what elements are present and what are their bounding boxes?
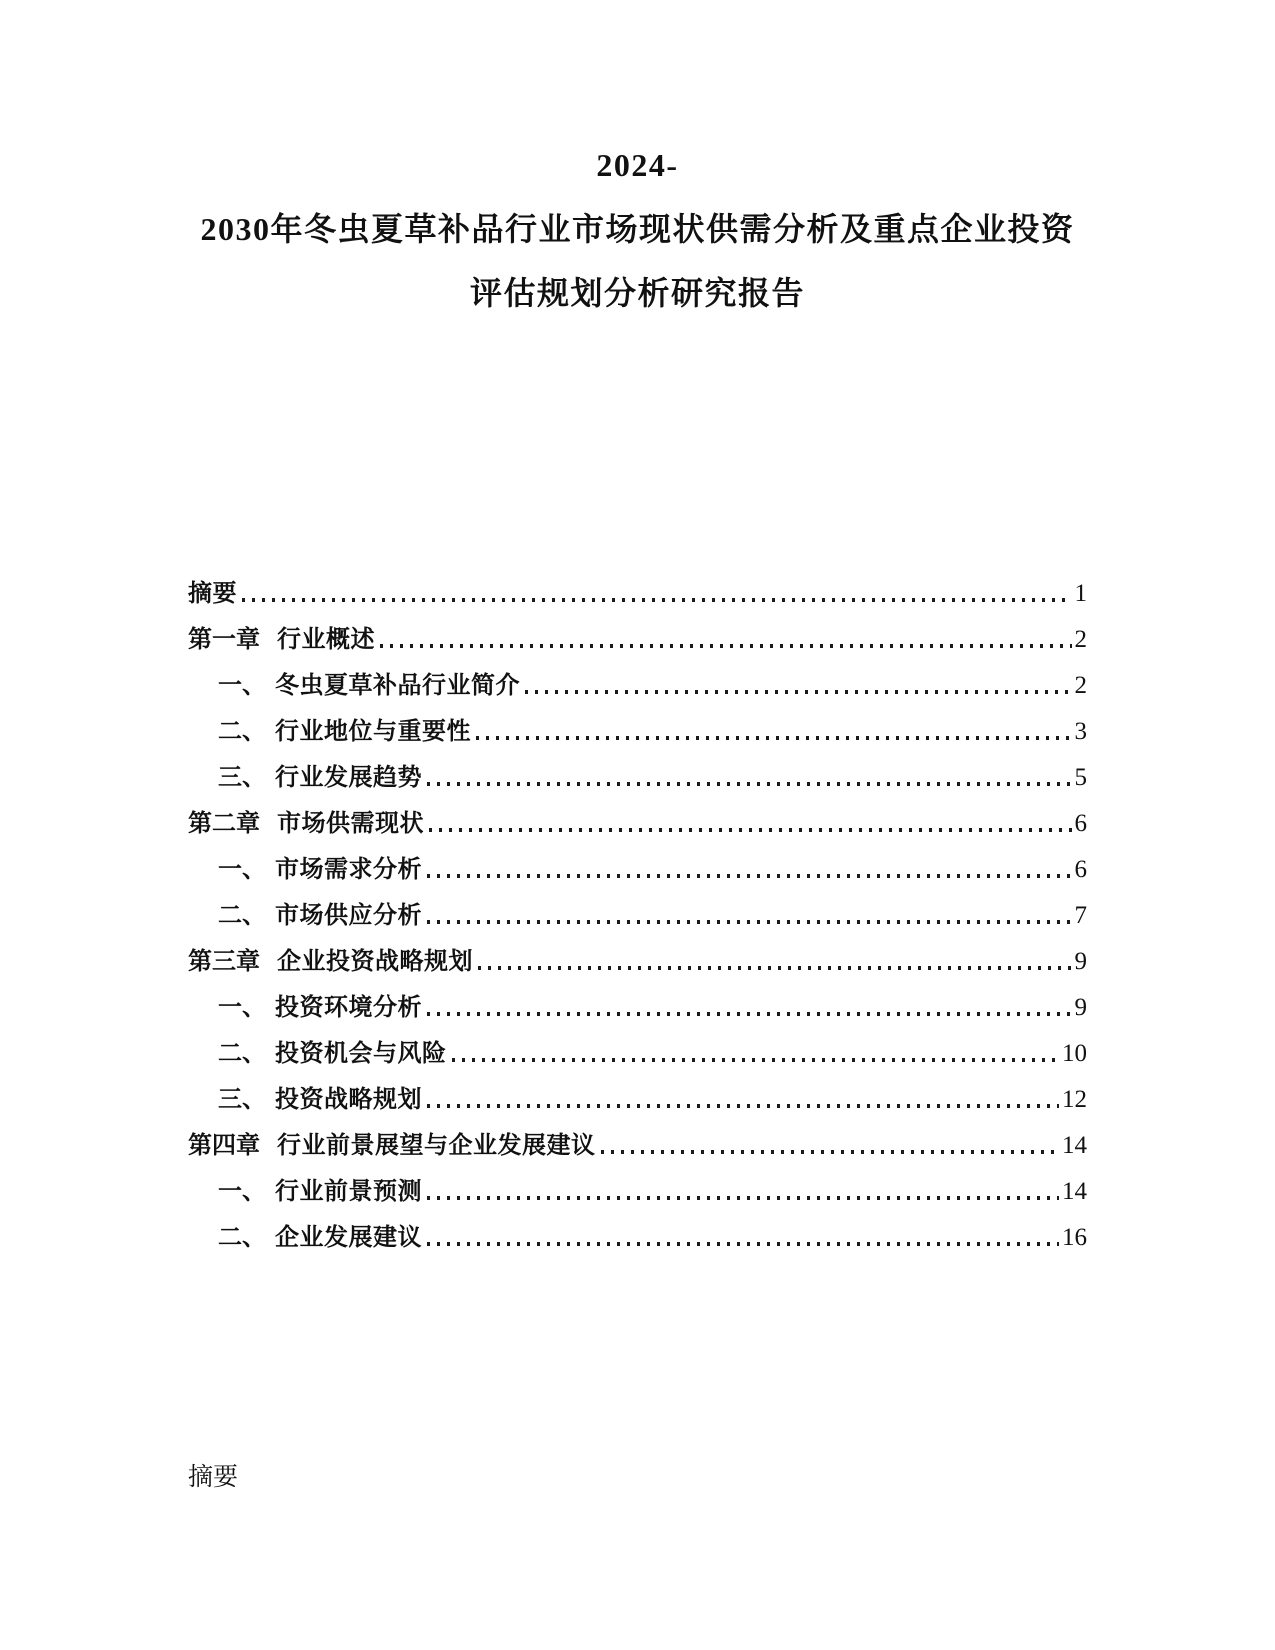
toc-page-number: 2 — [1074, 672, 1087, 699]
toc-entry[interactable] — [188, 661, 1087, 707]
toc-page-number: 12 — [1062, 1086, 1087, 1113]
toc-entry-prefix: 二、 — [218, 902, 266, 929]
toc-entry[interactable] — [188, 983, 1087, 1029]
toc-page-number: 9 — [1074, 994, 1087, 1021]
toc-dot-leader — [242, 598, 1072, 602]
toc-dot-leader — [601, 1150, 1060, 1154]
toc-entry-prefix: 第四章 — [188, 1132, 260, 1159]
toc-entry-title: 企业投资战略规划 — [277, 948, 473, 975]
toc-entry[interactable] — [188, 1121, 1087, 1167]
toc-entry-title: 市场供需现状 — [277, 810, 424, 837]
toc-entry-prefix: 第一章 — [188, 626, 260, 653]
toc-entry[interactable] — [188, 1167, 1087, 1213]
toc-page-number: 16 — [1062, 1224, 1087, 1251]
toc-entry[interactable] — [188, 937, 1087, 983]
toc-page-number: 3 — [1074, 718, 1087, 745]
toc-entry-prefix: 第三章 — [188, 948, 260, 975]
toc-entry[interactable] — [188, 753, 1087, 799]
toc-page-number: 6 — [1074, 856, 1087, 883]
toc-entry-prefix: 二、 — [218, 1040, 266, 1067]
toc-page-number: 9 — [1074, 948, 1087, 975]
toc-dot-leader — [380, 644, 1072, 648]
toc-page-number: 7 — [1074, 902, 1087, 929]
toc-dot-leader — [427, 782, 1072, 786]
toc-entry-title: 市场供应分析 — [275, 902, 422, 929]
toc-entry-title: 企业发展建议 — [275, 1224, 422, 1251]
toc-entry-prefix: 一、 — [218, 672, 266, 699]
table-of-contents — [188, 569, 1087, 1259]
toc-page-number: 10 — [1062, 1040, 1087, 1067]
toc-entry-title: 行业前景预测 — [275, 1178, 422, 1205]
toc-dot-leader — [452, 1058, 1060, 1062]
toc-entry-title: 投资环境分析 — [275, 994, 422, 1021]
toc-dot-leader — [427, 1242, 1059, 1246]
toc-dot-leader — [427, 1196, 1059, 1200]
toc-page-number: 14 — [1062, 1178, 1087, 1205]
report-title-line-1: 2024- — [596, 147, 679, 183]
report-title — [0, 0, 1275, 325]
toc-entry-prefix: 三、 — [218, 1086, 266, 1113]
toc-dot-leader — [427, 874, 1072, 878]
toc-entry-title: 投资机会与风险 — [275, 1040, 447, 1067]
toc-dot-leader — [476, 736, 1072, 740]
report-title-line-3: 评估规划分析研究报告 — [469, 275, 805, 311]
toc-entry-title: 市场需求分析 — [275, 856, 422, 883]
toc-entry[interactable] — [188, 569, 1087, 615]
toc-entry-prefix: 三、 — [218, 764, 266, 791]
toc-dot-leader — [427, 1104, 1059, 1108]
toc-entry-title: 行业概述 — [277, 626, 375, 653]
toc-dot-leader — [427, 920, 1072, 924]
toc-entry-prefix: 一、 — [218, 856, 266, 883]
toc-entry-prefix: 二、 — [218, 1224, 266, 1251]
toc-page-number: 6 — [1074, 810, 1087, 837]
toc-page-number: 5 — [1074, 764, 1087, 791]
toc-entry[interactable] — [188, 707, 1087, 753]
toc-entry-title: 摘要 — [188, 580, 237, 607]
toc-entry-title: 投资战略规划 — [275, 1086, 422, 1113]
toc-dot-leader — [525, 690, 1072, 694]
toc-entry-title: 行业地位与重要性 — [275, 718, 471, 745]
toc-entry[interactable] — [188, 891, 1087, 937]
report-title-line-2: 2030年冬虫夏草补品行业市场现状供需分析及重点企业投资 — [200, 211, 1075, 247]
toc-entry[interactable] — [188, 615, 1087, 661]
toc-dot-leader — [427, 1012, 1072, 1016]
toc-entry-title: 冬虫夏草补品行业简介 — [275, 672, 520, 699]
toc-entry-prefix: 第二章 — [188, 810, 260, 837]
toc-page-number: 14 — [1062, 1132, 1087, 1159]
toc-page-number: 1 — [1074, 580, 1087, 607]
abstract-heading: 摘要 — [188, 1464, 239, 1491]
toc-entry-prefix: 二、 — [218, 718, 266, 745]
toc-entry-prefix: 一、 — [218, 994, 266, 1021]
toc-entry[interactable] — [188, 845, 1087, 891]
toc-dot-leader — [429, 828, 1072, 832]
toc-entry-title: 行业前景展望与企业发展建议 — [277, 1132, 596, 1159]
toc-page-number: 2 — [1074, 626, 1087, 653]
toc-entry[interactable] — [188, 799, 1087, 845]
toc-entry-title: 行业发展趋势 — [275, 764, 422, 791]
toc-entry[interactable] — [188, 1029, 1087, 1075]
toc-dot-leader — [478, 966, 1072, 970]
toc-entry-prefix: 一、 — [218, 1178, 266, 1205]
toc-entry[interactable] — [188, 1213, 1087, 1259]
toc-entry[interactable] — [188, 1075, 1087, 1121]
